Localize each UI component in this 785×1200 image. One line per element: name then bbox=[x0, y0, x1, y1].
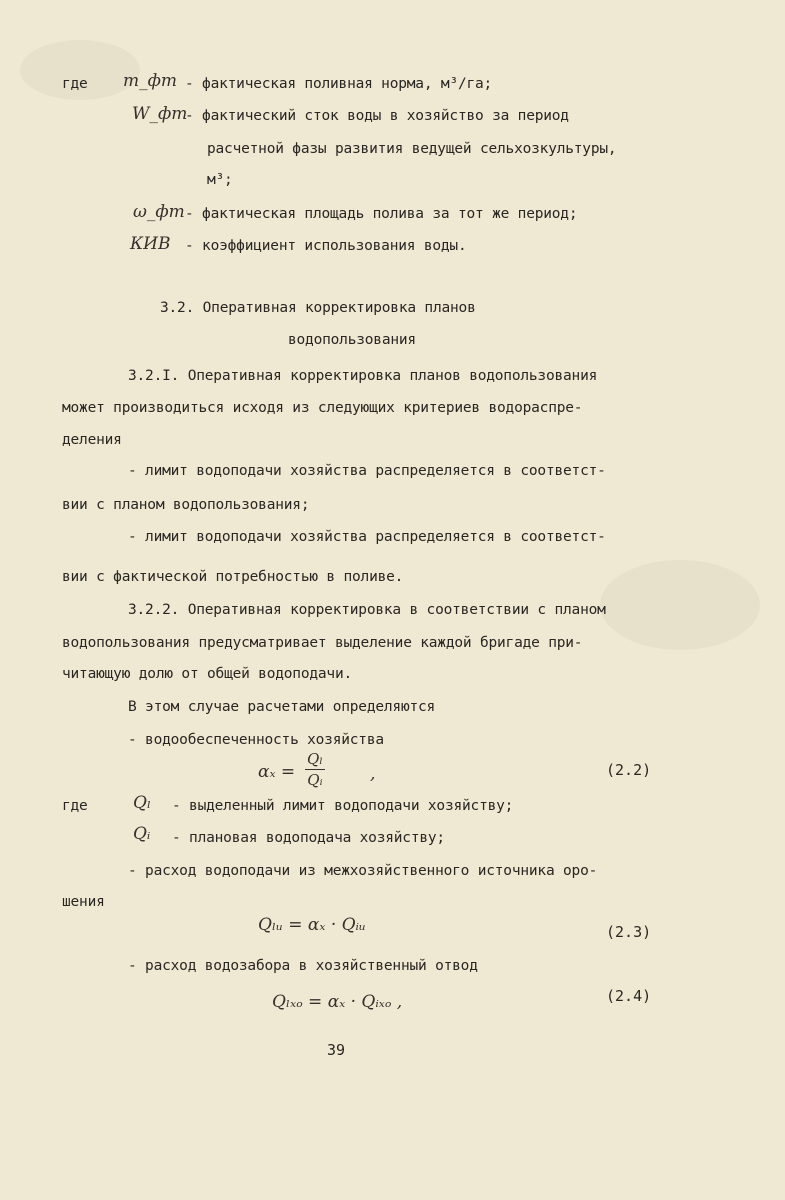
bullet-plan-cont: вии с планом водопользования; bbox=[62, 497, 310, 513]
bullet-intake: - расход водозабора в хозяйственный отвод bbox=[128, 958, 478, 974]
symbol-q-plan: Qᵢ bbox=[133, 824, 151, 844]
bullet-interfarm-cont: шения bbox=[62, 894, 105, 910]
page-number: 39 bbox=[327, 1041, 346, 1059]
symbol-m-fact: m_фт bbox=[123, 71, 178, 91]
def-q-limit: - выделенный лимит водоподачи хозяйству; bbox=[172, 798, 514, 814]
formula-22-number: (2.2) bbox=[606, 761, 652, 779]
paragraph-322: 3.2.2. Оперативная корректировка в соответствии с планом bbox=[128, 602, 606, 618]
formula-22-fraction bbox=[305, 750, 325, 789]
symbol-q-limit: Qₗ bbox=[133, 793, 152, 813]
bullet-water-supply: - водообеспеченность хозяйства bbox=[128, 732, 384, 748]
def-w-fact-unit: м³; bbox=[207, 172, 233, 188]
calc-intro: В этом случае расчетами определяются bbox=[128, 699, 436, 715]
formula-22-denominator: Qᵢ bbox=[307, 771, 323, 789]
bullet-need-cont: вии с фактической потребностью в поливе. bbox=[62, 569, 404, 585]
formula-23: Qₗᵤ = αₓ · Qᵢᵤ bbox=[258, 915, 366, 935]
where-label: где bbox=[62, 76, 88, 92]
paragraph-322-line: водопользования предусматривает выделение каждой бригаде при- bbox=[62, 635, 583, 651]
formula-24: Qₗₓₒ = αₓ · Qᵢₓₒ , bbox=[272, 992, 403, 1012]
paper-stain bbox=[600, 560, 760, 650]
section-title-cont: водопользования bbox=[288, 332, 416, 348]
section-title: 3.2. Оперативная корректировка планов bbox=[160, 300, 476, 316]
paragraph-321-line: может производиться исходя из следующих критериев водораспре- bbox=[62, 400, 583, 416]
paragraph-321-line: деления bbox=[62, 432, 122, 448]
bullet-need: - лимит водоподачи хозяйства распределяется в соответст- bbox=[128, 529, 606, 545]
bullet-interfarm: - расход водоподачи из межхозяйственного источника оро- bbox=[128, 863, 598, 879]
bullet-plan: - лимит водоподачи хозяйства распределяется в соответст- bbox=[128, 463, 606, 479]
formula-22-tail: , bbox=[370, 764, 376, 784]
symbol-omega-fact: ω_фт bbox=[133, 202, 185, 222]
paragraph-322-line: читающую долю от общей водоподачи. bbox=[62, 666, 353, 682]
def-w-fact-cont: расчетной фазы развития ведущей сельхозкультуры, bbox=[207, 141, 617, 157]
formula-22-numerator: Qₗ bbox=[307, 750, 323, 768]
formula-24-number: (2.4) bbox=[606, 987, 652, 1005]
symbol-kiv: КИВ bbox=[130, 234, 171, 254]
paragraph-321: 3.2.I. Оперативная корректировка планов водопользования bbox=[128, 368, 598, 384]
def-q-plan: - плановая водоподача хозяйству; bbox=[172, 830, 445, 846]
formula-23-number: (2.3) bbox=[606, 923, 652, 941]
def-w-fact: - фактический сток воды в хозяйство за период bbox=[185, 108, 569, 124]
def-kiv: - коэффициент использования воды. bbox=[185, 238, 467, 254]
def-m-fact: - фактическая поливная норма, м³/га; bbox=[185, 76, 493, 92]
symbol-w-fact: W_фт bbox=[132, 104, 188, 124]
where-label-2: где bbox=[62, 798, 88, 814]
def-omega-fact: - фактическая площадь полива за тот же период; bbox=[185, 206, 578, 222]
formula-22-lhs: αₓ = bbox=[258, 762, 296, 782]
